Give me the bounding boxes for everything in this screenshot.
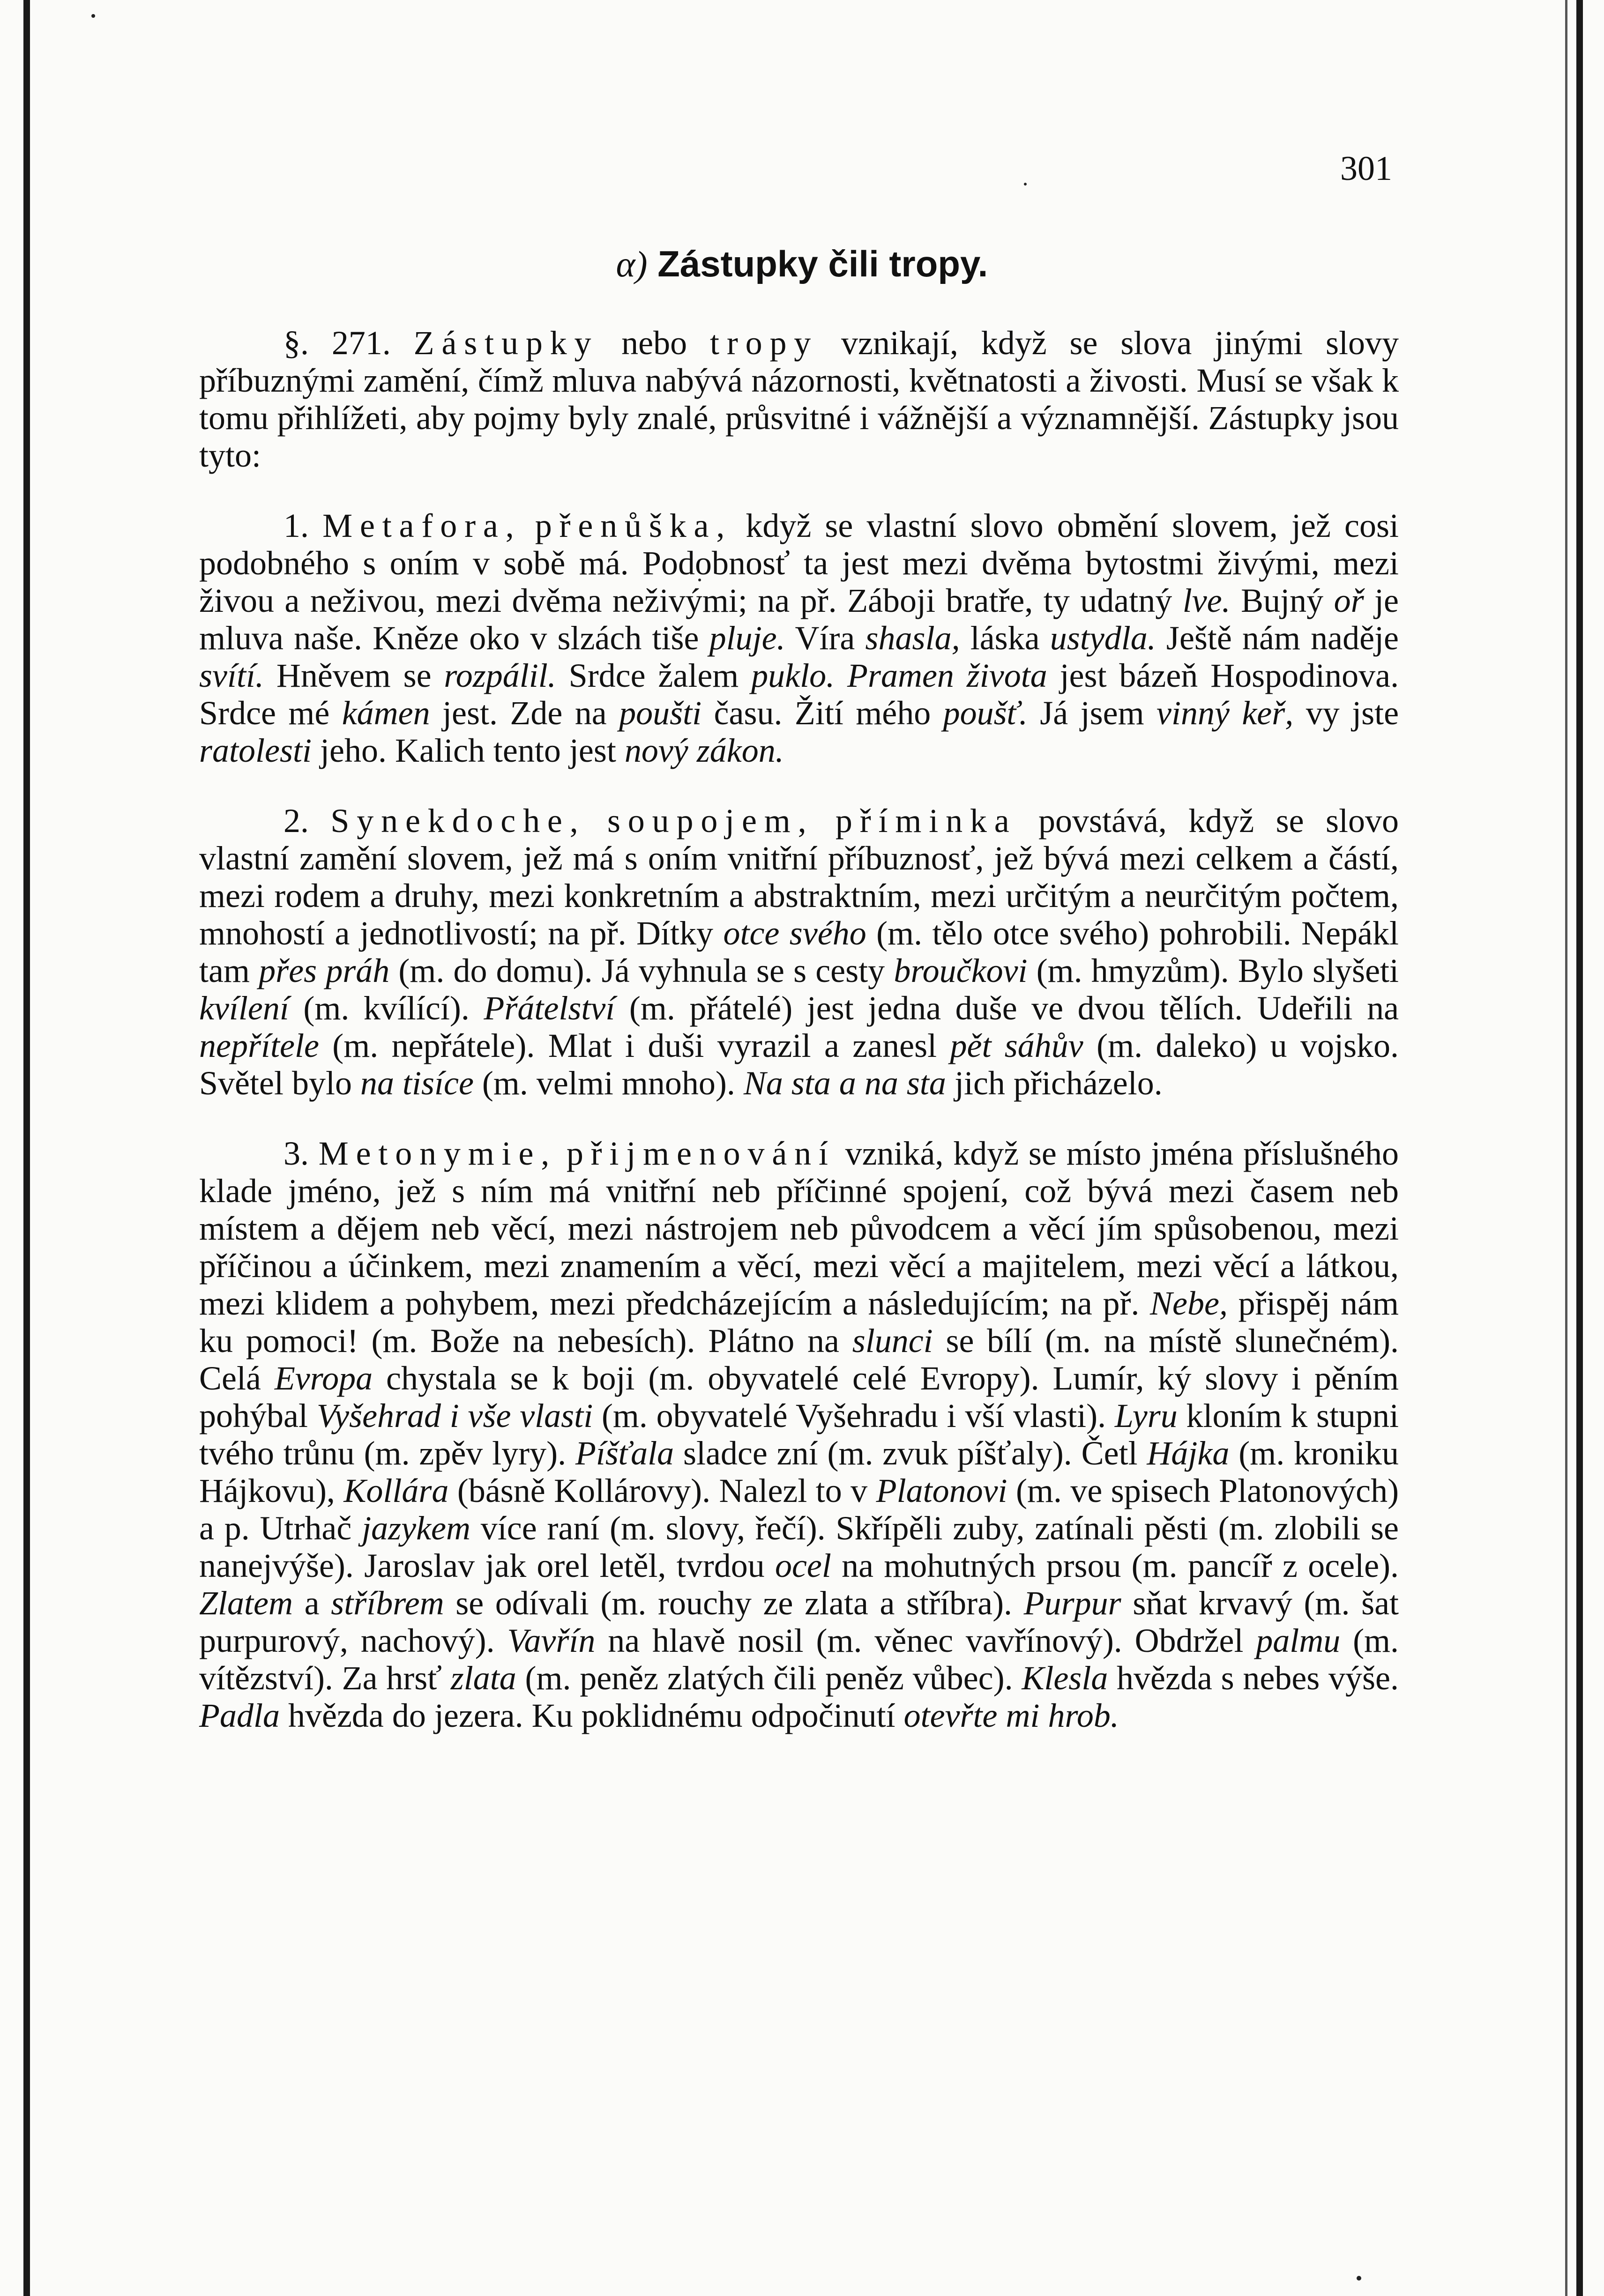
term-prijmenovani: přijmenování: [566, 1135, 836, 1172]
text: (m. peněz zlatých čili peněz vůbec).: [525, 1659, 1013, 1697]
example: Platonovi: [876, 1472, 1007, 1509]
example: na tisíce: [360, 1064, 474, 1102]
example: palmu: [1256, 1622, 1341, 1659]
text: se bílí (m. na místě slunečném). Celá: [199, 1322, 1399, 1397]
text: Srdce žalem: [568, 657, 739, 694]
text: (m. hmyzům). Bylo slyšeti: [1036, 952, 1399, 989]
heading-marker: α): [616, 244, 648, 284]
paragraph-metonymie: [199, 1135, 1399, 1734]
text: jest bázeň Hospodinova. Srdce mé: [199, 657, 1399, 732]
heading-title: Zástupky čili tropy.: [657, 243, 988, 284]
example: ustydla.: [1050, 619, 1156, 657]
text: (m. obyvatelé Vyšehradu i vší vlasti).: [601, 1397, 1106, 1434]
text: chystala se k boji (m. obyvatelé celé Evropy). Lumír, ký slovy i pěním pohýbal: [199, 1360, 1399, 1434]
text: (m. tělo otce svého) pohrobili. Nepákl tam: [199, 914, 1399, 989]
text: (m. velmi mnoho).: [482, 1064, 735, 1102]
scan-speck: [91, 14, 95, 18]
example: kámen: [342, 694, 430, 732]
text-body: [199, 324, 1399, 1734]
text: času. Žití mého: [714, 694, 931, 732]
text: se odívali (m. rouchy ze zlata a stříbra).: [455, 1584, 1013, 1622]
text: Ještě nám naděje: [1166, 619, 1399, 657]
example: broučkovi: [894, 952, 1028, 989]
item-number: 1.: [283, 507, 309, 544]
example: zlata: [450, 1659, 516, 1697]
term-zastupky: Zástupky: [413, 324, 599, 362]
left-page-edge: [23, 0, 30, 2296]
text: kloním k stupni tvého trůnu (m. zpěv lyry).: [199, 1397, 1399, 1472]
example: Přátelství: [484, 989, 615, 1027]
example: vinný keř,: [1156, 694, 1294, 732]
item-number: 3.: [283, 1135, 309, 1172]
text: na mohutných prsou (m. pancíř z ocele).: [842, 1547, 1399, 1584]
term-metafora: Metafora,: [322, 507, 522, 544]
example: Nebe,: [1150, 1285, 1228, 1322]
text: povstává, když se slovo vlastní zamění slovem, jež má s oním vnitřní příbuznosť, jež bývá mezi celkem a částí, mezi rodem a druhy, mezi konkretním a abstraktním, mezi určitým a neurčitým počtem, mnohostí a jednotlivostí; na př. Dítky: [199, 802, 1399, 952]
item-number: 2.: [283, 802, 309, 840]
example: stříbrem: [331, 1584, 444, 1622]
example: otce svého: [723, 914, 866, 952]
example: ocel: [775, 1547, 831, 1584]
text: (básně Kollárovy). Nalezl to v: [457, 1472, 868, 1509]
example: nový zákon.: [624, 732, 784, 769]
text: sladce zní (m. zvuk píšťaly). Četl: [683, 1434, 1138, 1472]
right-page-edge: [1576, 0, 1583, 2296]
example: Pramen života: [847, 657, 1047, 694]
term-synekdoche: Synekdoche,: [330, 802, 586, 840]
text: sňat krvavý (m. šat purpurový, nachový).: [199, 1584, 1399, 1659]
example: pluje.: [709, 619, 785, 657]
term-tropy: tropy: [709, 324, 819, 362]
example: svítí.: [199, 657, 264, 694]
section-heading: [0, 243, 1604, 285]
scan-speck: [1024, 183, 1027, 186]
example: Zlatem: [199, 1584, 293, 1622]
text: Hněvem se: [276, 657, 432, 694]
text: Já jsem: [1040, 694, 1144, 732]
example: ratolesti: [199, 732, 312, 769]
example: Lyru: [1114, 1397, 1178, 1434]
text: (m. daleko) u vojsko. Světel bylo: [199, 1027, 1399, 1102]
example: shasla,: [865, 619, 960, 657]
example: pět sáhův: [950, 1027, 1083, 1064]
text: vy jste: [1306, 694, 1399, 732]
example: Kollára: [343, 1472, 449, 1509]
example: poušť.: [943, 694, 1028, 732]
text: láska: [970, 619, 1040, 657]
text: na hlavě nosil (m. věnec vavřínový). Obdržel: [608, 1622, 1244, 1659]
text: (m. nepřátele). Mlat i duši vyrazil a zanesl: [332, 1027, 937, 1064]
text: (m. do domu). Já vyhnula se s cesty: [398, 952, 885, 989]
example: Padla: [199, 1697, 280, 1734]
text: když se vlastní slovo obmění slovem, jež cosi podobného s oním v sobě má. Podobnosť ta jest mezi dvěma bytostmi živými, mezi živou a neživou, mezi dvěma neživými; na př. Záboji bratře, ty udatný: [199, 507, 1399, 619]
text: přispěj nám ku pomoci! (m. Bože na nebesích). Plátno na: [199, 1285, 1399, 1360]
text: vznikají, když se slova jinými slovy příbuznými zamění, čímž mluva nabývá názornosti, květnatosti a živosti. Musí se však k tomu přihlížeti, aby pojmy byly znalé, průsvitné i vážnější a významnější. Zástupky jsou tyto:: [199, 324, 1399, 474]
paragraph-metafora: [199, 507, 1399, 769]
text: (m. kvílící).: [303, 989, 470, 1027]
text: jest. Zde na: [442, 694, 607, 732]
example: rozpálil.: [444, 657, 556, 694]
example: Vavřín: [507, 1622, 596, 1659]
text: (m. vítězství). Za hrsť: [199, 1622, 1399, 1697]
paragraph-intro: [199, 324, 1399, 474]
example: slunci: [852, 1322, 933, 1360]
example: Píšťala: [575, 1434, 674, 1472]
term-metonymie: Metonymie,: [318, 1135, 557, 1172]
text: jich přicházelo.: [954, 1064, 1163, 1102]
right-page-shadow: [1565, 0, 1567, 2296]
example: přes práh: [259, 952, 390, 989]
example: jazykem: [362, 1509, 470, 1547]
example: nepřítele: [199, 1027, 319, 1064]
paragraph-synekdoche: [199, 802, 1399, 1102]
text: (m. ve spisech Platonových) a p. Utrhač: [199, 1472, 1399, 1547]
page-number: 301: [1340, 149, 1392, 188]
section-number: §. 271.: [283, 324, 391, 362]
text: (m. přátelé) jest jedna duše ve dvou tělích. Udeřili na: [629, 989, 1399, 1027]
example: Klesla: [1022, 1659, 1108, 1697]
term-priminka: příminka: [835, 802, 1017, 840]
text: jeho. Kalich tento jest: [320, 732, 616, 769]
example: oř: [1334, 582, 1364, 619]
text: hvězda do jezera. Ku poklidnému odpočinutí: [288, 1697, 895, 1734]
term-prenuska: přenůška,: [535, 507, 732, 544]
text: více raní (m. slovy, řečí). Skřípěli zuby, zatínali pěsti (m. zlobili se nanejvýše). Jaroslav jak orel letěl, tvrdou: [199, 1509, 1399, 1584]
example: Na sta a na sta: [743, 1064, 946, 1102]
text: je mluva naše. Kněze oko v slzách tiše: [199, 582, 1399, 657]
scan-speck: [1357, 2276, 1361, 2281]
text: (m. kroniku Hájkovu),: [199, 1434, 1399, 1509]
example: Purpur: [1023, 1584, 1121, 1622]
example: Vyšehrad i vše vlasti: [316, 1397, 593, 1434]
example: Evropa: [274, 1360, 373, 1397]
term-soupojem: soupojem,: [607, 802, 814, 840]
text: nebo: [621, 324, 687, 362]
text: hvězda s nebes výše.: [1117, 1659, 1399, 1697]
example: otevřte mi hrob.: [903, 1697, 1119, 1734]
text: Bujný: [1241, 582, 1324, 619]
text: vzniká, když se místo jména příslušného klade jméno, jež s ním má vnitřní neb příčinné spojení, což bývá mezi časem neb místem a dějem neb věcí, mezi nástrojem neb původcem a věcí jím spůsobenou, mezi příčinou a účinkem, mezi znamením a věcí, mezi věcí a majitelem, mezi věcí a látkou, mezi klidem a pohybem, mezi předcházejícím a následujícím; na př.: [199, 1135, 1399, 1322]
example: Hájka: [1147, 1434, 1230, 1472]
text: a: [304, 1584, 320, 1622]
example: lve.: [1182, 582, 1231, 619]
example: kvílení: [199, 989, 289, 1027]
example: poušti: [619, 694, 702, 732]
example: puklo.: [751, 657, 835, 694]
text: Víra: [795, 619, 855, 657]
